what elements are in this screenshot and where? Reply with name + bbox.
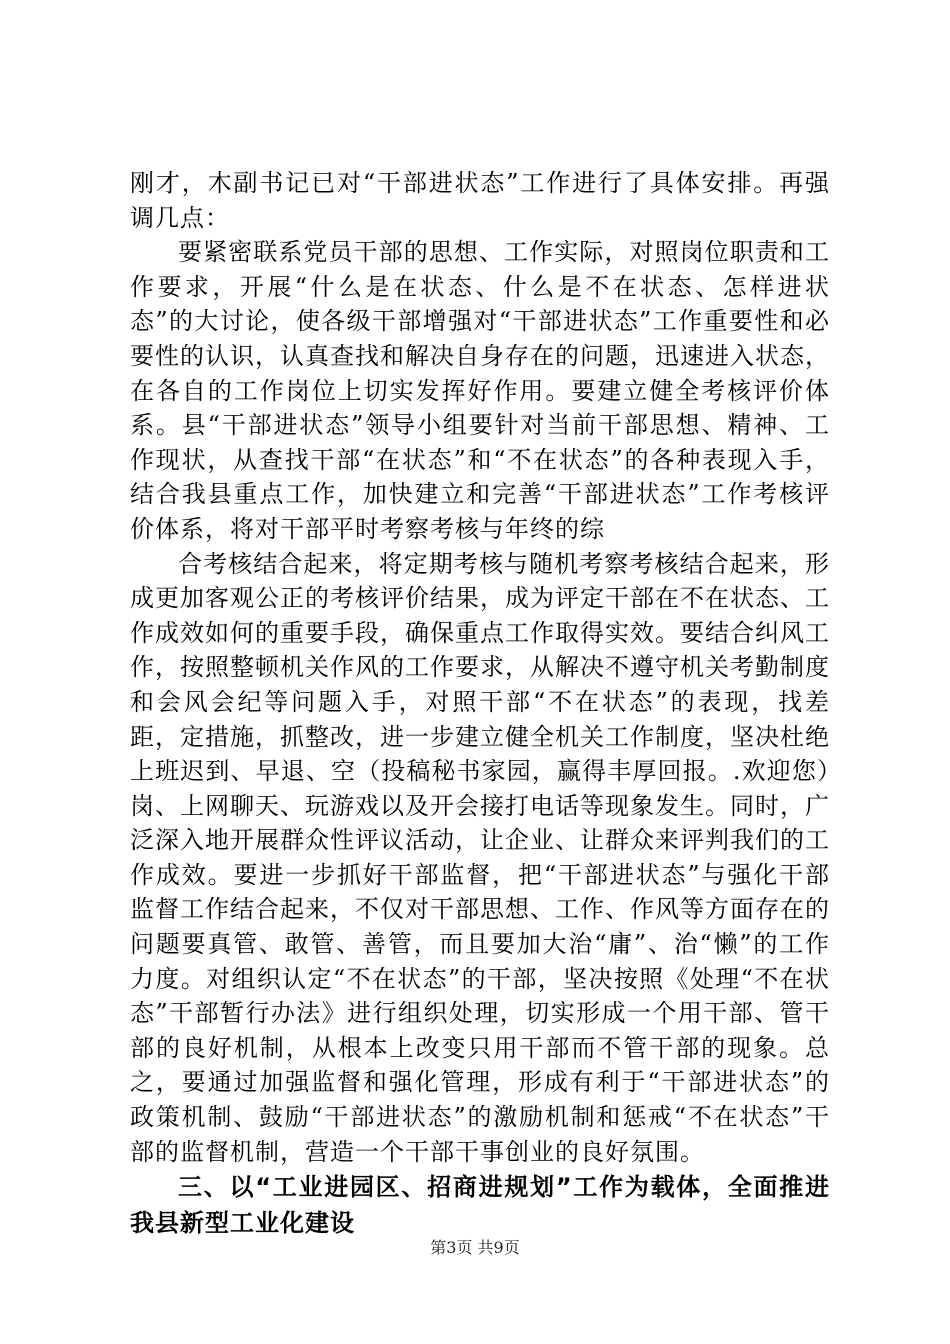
paragraph-assessment: 合考核结合起来，将定期考核与随机考察考核结合起来，形成更加客观公正的考核评价结果，成为评定干部在不在状态、工作成效如何的重要手段，确保重点工作取得实效。要结合纠风工作，按照整顿机关作风的工作要求，从解决不遵守机关考勤制度和会风会纪等问题入手，对照干部“不在状态”的表现，找差距，定措施，抓整改，进一步建立健全机关工作制度，坚决杜绝上班迟到、早退、空（投稿秘书家园，赢得丰厚回报。.欢迎您）岗、上网聊天、玩游戏以及开会接打电话等现象发生。同时，广泛深入地开展群众性评议活动，让企业、让群众来评判我们的工作成效。要进一步抓好干部监督，把“干部进状态”与强化干部监督工作结合起来，不仅对干部思想、工作、作风等方面存在的问题要真管、敢管、善管，而且要加大治“庸”、治“懒”的工作力度。对组织认定“不在状态”的干部，坚决按照《处理“不在状态”干部暂行办法》进行组织处理，切实形成一个用干部、管干部的良好机制，从根本上改变只用干部而不管干部的现象。总之，要通过加强监督和强化管理，形成有利于“干部进状态”的政策机制、鼓励“干部进状态”的激励机制和惩戒“不在状态”干部的监督机制，营造一个干部干事创业的良好氛围。 <box>130 549 830 1166</box>
paragraph-intro: 刚才，木副书记已对“干部进状态”工作进行了具体安排。再强调几点： <box>130 169 830 232</box>
page-footer: 第3页 共9页 <box>430 1238 520 1257</box>
paragraph-status-work: 要紧密联系党员干部的思想、工作实际，对照岗位职责和工作要求，开展“什么是在状态、什么是不在状态、怎样进状态”的大讨论，使各级干部增强对“干部进状态”工作重要性和必要性的认识，认真查找和解决自身存在的问题，迅速进入状态，在各自的工作岗位上切实发挥好作用。要建立健全考核评价体系。县“干部进状态”领导小组要针对当前干部思想、精神、工作现状，从查找干部“在状态”和“不在状态”的各种表现入手，结合我县重点工作，加快建立和完善“干部进状态”工作考核评价体系，将对干部平时考察考核与年终的综 <box>130 238 830 543</box>
document-body <box>130 166 830 1241</box>
section-heading: 三、以“工业进园区、招商进规划”工作为载体，全面推进我县新型工业化建设 <box>130 1173 830 1238</box>
